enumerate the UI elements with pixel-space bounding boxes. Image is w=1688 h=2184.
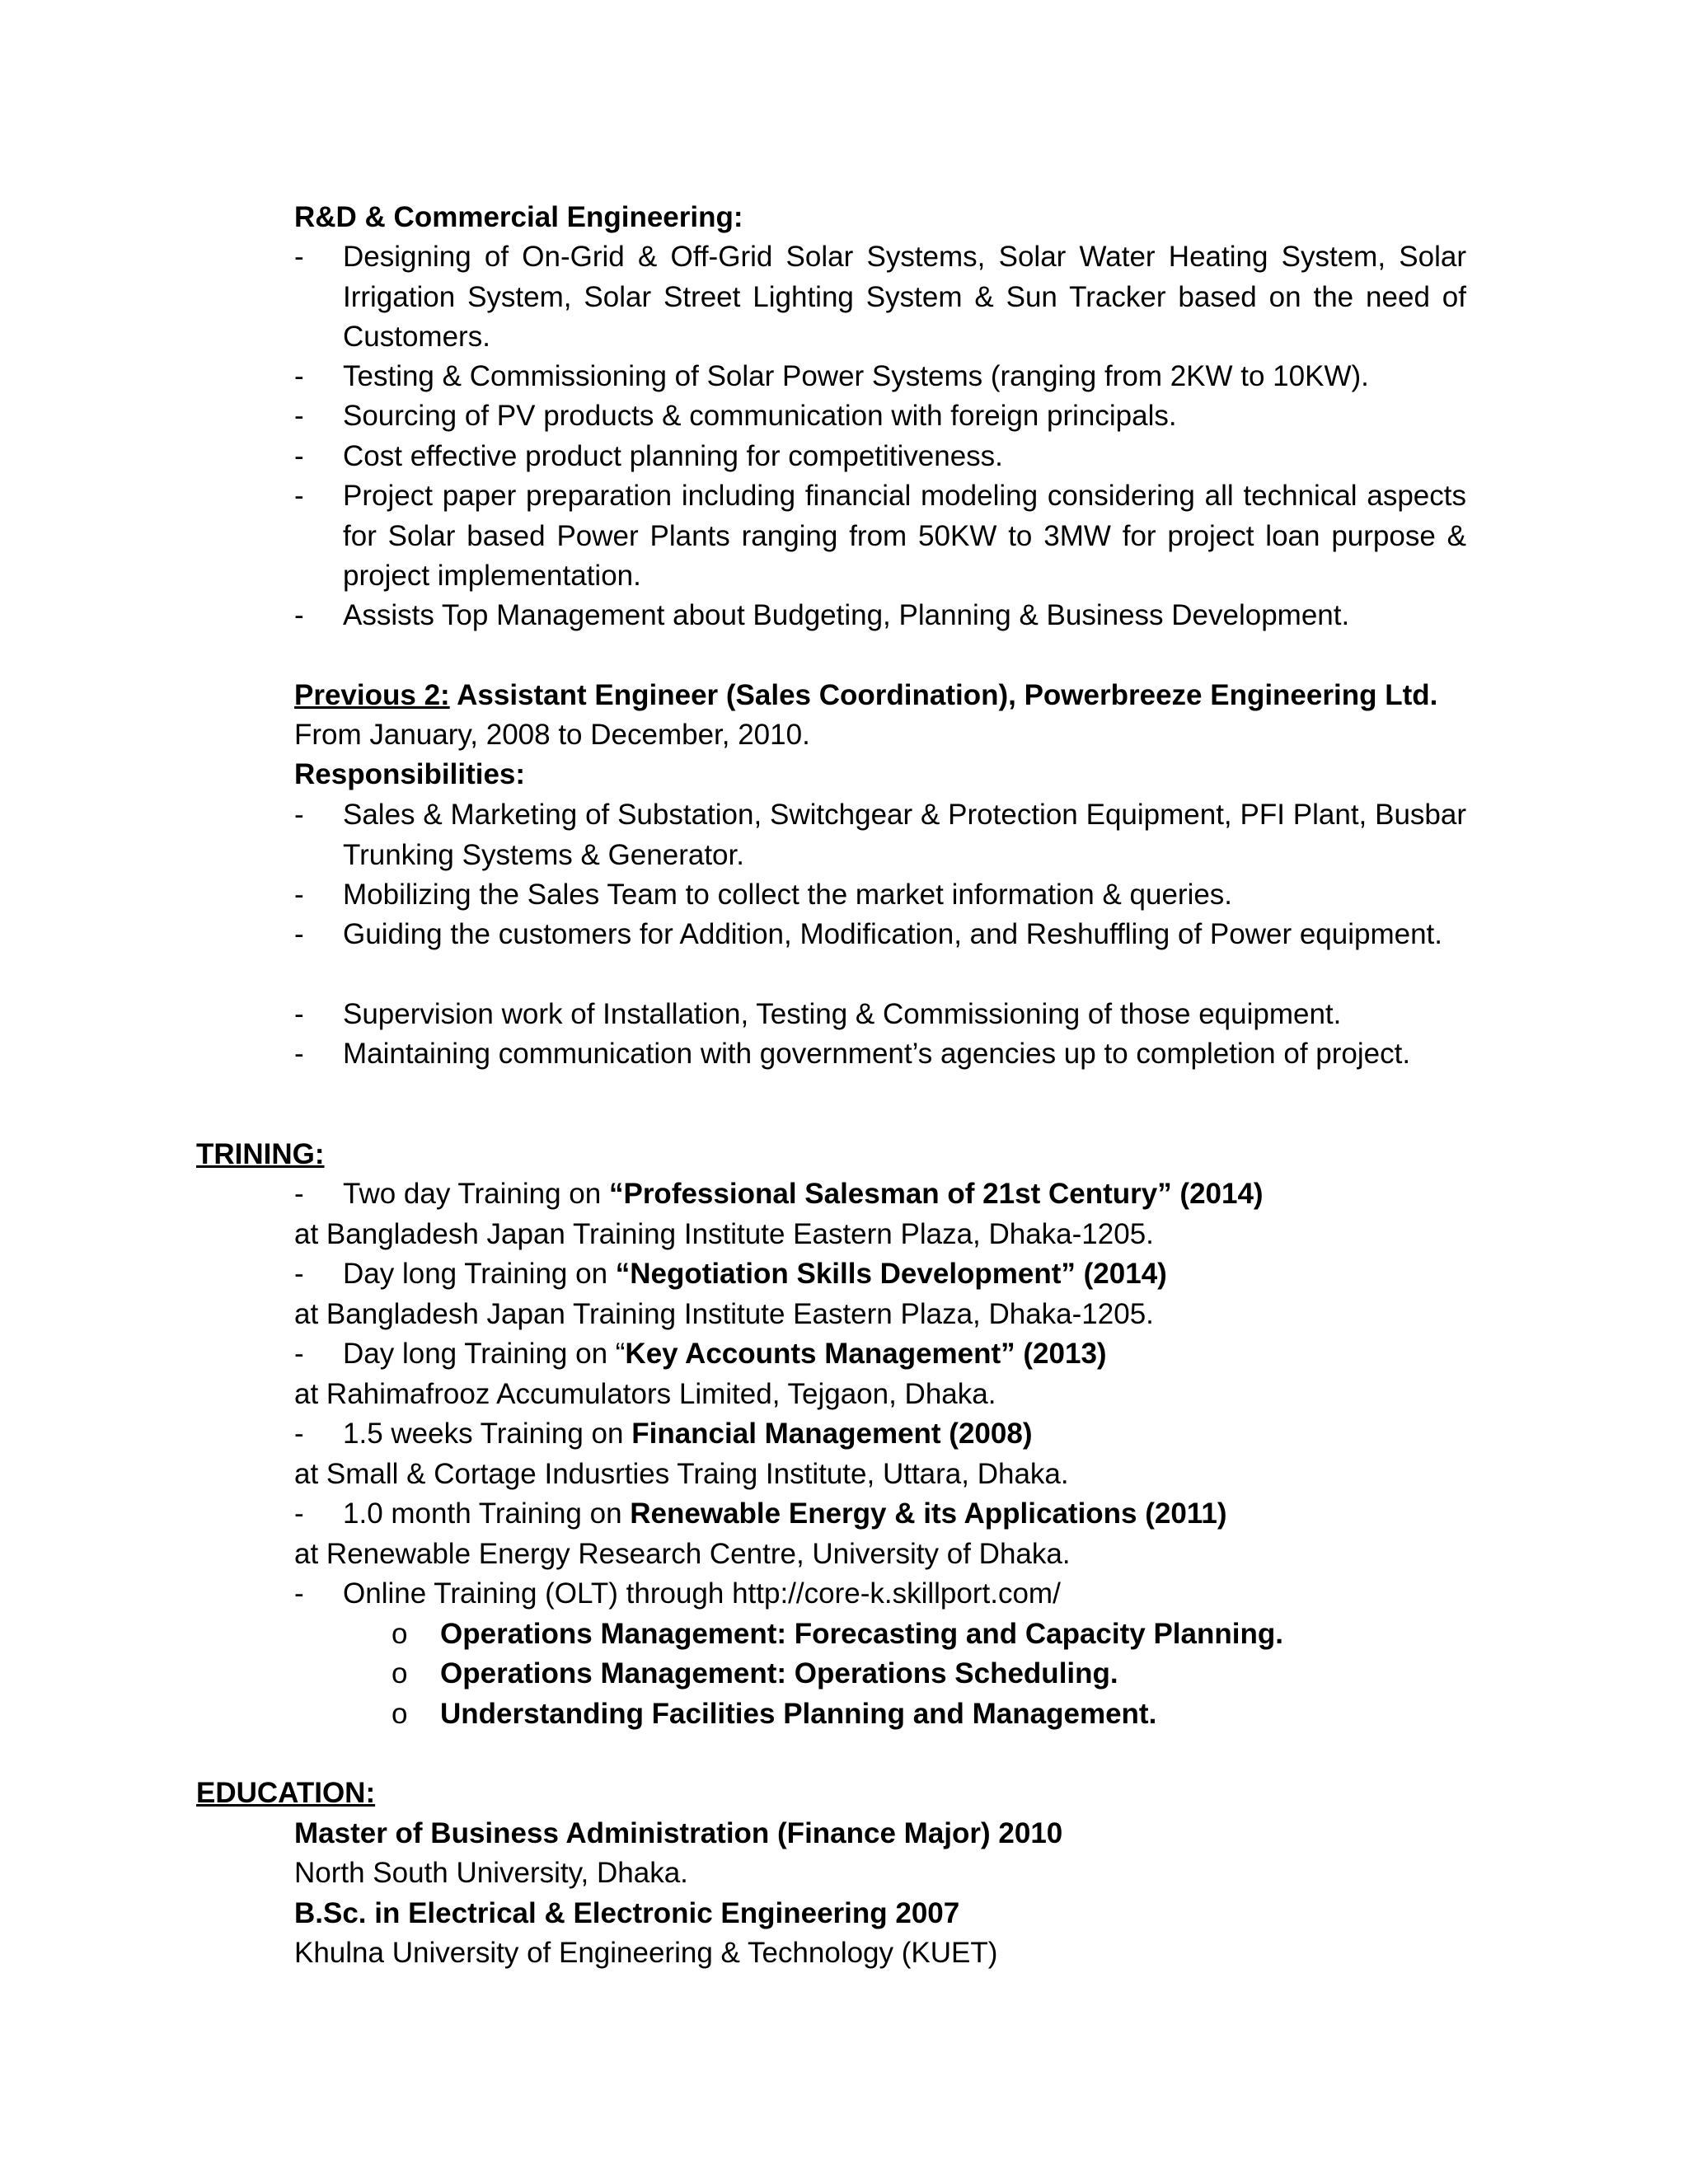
rnd-bullet-4: Cost effective product planning for competitiveness.	[343, 440, 1003, 472]
training-item-title: Renewable Energy & its Applications (2011)	[630, 1497, 1227, 1530]
bullet-dash: -	[294, 599, 304, 631]
bullet-dash: -	[294, 241, 304, 273]
bullet-dash: -	[294, 799, 304, 831]
rnd-heading: R&D & Commercial Engineering:	[294, 201, 743, 233]
rnd-bullet-6: Assists Top Management about Budgeting, Planning & Business Development.	[343, 599, 1350, 631]
training-item-5	[343, 1494, 1226, 1534]
previous-job-title: Assistant Engineer (Sales Coordination), Powerbreeze Engineering Ltd.	[449, 679, 1438, 711]
bullet-dash: -	[294, 1497, 304, 1530]
training-item-place: at Bangladesh Japan Training Institute Eastern Plaza, Dhaka-1205.	[294, 1218, 1154, 1250]
training-item-title: “Negotiation Skills Development” (2014)	[615, 1258, 1167, 1290]
online-course-2: Operations Management: Operations Scheduling.	[440, 1657, 1118, 1690]
previous-job-title-line	[294, 676, 1437, 715]
resp-bullet-3: Guiding the customers for Addition, Modification, and Reshuffling of Power equipment.	[343, 918, 1442, 950]
online-training: Online Training (OLT) through http://core-k.skillport.com/	[343, 1577, 1061, 1610]
training-item-prefix: 1.5 weeks Training on	[343, 1418, 632, 1450]
bullet-dash: -	[294, 1577, 304, 1610]
training-item-3	[343, 1334, 1107, 1374]
degree-1: Master of Business Administration (Finance Major) 2010	[294, 1817, 1063, 1849]
bullet-dash: -	[294, 1338, 304, 1370]
training-item-prefix: Day long Training on	[343, 1258, 616, 1290]
responsibilities-heading: Responsibilities:	[294, 758, 526, 790]
circle-bullet-icon: o	[392, 1657, 408, 1690]
bullet-dash: -	[294, 360, 304, 392]
bullet-dash: -	[294, 1418, 304, 1450]
school-1: North South University, Dhaka.	[294, 1857, 688, 1889]
online-course-3: Understanding Facilities Planning and Management.	[440, 1698, 1157, 1730]
training-item-place: at Small & Cortage Indusrties Traing Institute, Uttara, Dhaka.	[294, 1458, 1069, 1490]
training-item-title: “Professional Salesman of 21st Century” (2014)	[608, 1178, 1264, 1210]
rnd-bullet-3: Sourcing of PV products & communication with foreign principals.	[343, 400, 1177, 432]
training-heading: TRINING:	[196, 1138, 325, 1170]
degree-2: B.Sc. in Electrical & Electronic Engineering 2007	[294, 1897, 960, 1929]
previous-period: From January, 2008 to December, 2010.	[294, 719, 810, 751]
education-heading: EDUCATION:	[196, 1777, 376, 1809]
rnd-bullet-2: Testing & Commissioning of Solar Power Systems (ranging from 2KW to 10KW).	[343, 360, 1369, 392]
bullet-dash: -	[294, 1258, 304, 1290]
bullet-dash: -	[294, 879, 304, 911]
bullet-dash: -	[294, 480, 304, 512]
resp-bullet-4: Supervision work of Installation, Testing & Commissioning of those equipment.	[343, 998, 1342, 1030]
resp-bullet-5: Maintaining communication with government’s agencies up to completion of project.	[343, 1038, 1411, 1070]
online-course-1: Operations Management: Forecasting and Capacity Planning.	[440, 1618, 1283, 1650]
resp-bullet-1: Sales & Marketing of Substation, Switchgear & Protection Equipment, PFI Plant, Busbar Trunking Systems & Generator.	[343, 799, 1466, 871]
bullet-dash: -	[294, 400, 304, 432]
resp-bullet-2: Mobilizing the Sales Team to collect the market information & queries.	[343, 879, 1233, 911]
training-item-title: Financial Management (2008)	[631, 1418, 1033, 1450]
training-item-title: Key Accounts Management” (2013)	[625, 1338, 1107, 1370]
school-2: Khulna University of Engineering & Technology (KUET)	[294, 1937, 998, 1969]
training-item-place: at Rahimafrooz Accumulators Limited, Tejgaon, Dhaka.	[294, 1378, 996, 1410]
training-item-place: at Renewable Energy Research Centre, University of Dhaka.	[294, 1538, 1071, 1570]
rnd-bullet-5: Project paper preparation including financial modeling considering all technical aspects for Solar based Power Plants ranging from 50KW to 3MW for project loan purpose & project implementation.	[343, 480, 1466, 592]
circle-bullet-icon: o	[392, 1698, 408, 1730]
training-item-prefix: Day long Training on “	[343, 1338, 626, 1370]
bullet-dash: -	[294, 440, 304, 472]
previous-label: Previous 2:	[294, 679, 450, 711]
training-item-4	[343, 1414, 1032, 1454]
bullet-dash: -	[294, 918, 304, 950]
training-item-prefix: Two day Training on	[343, 1178, 609, 1210]
training-item-2	[343, 1254, 1167, 1294]
circle-bullet-icon: o	[392, 1618, 408, 1650]
training-item-prefix: 1.0 month Training on	[343, 1497, 631, 1530]
bullet-dash: -	[294, 998, 304, 1030]
training-item-place: at Bangladesh Japan Training Institute Eastern Plaza, Dhaka-1205.	[294, 1298, 1154, 1330]
rnd-bullet-1: Designing of On-Grid & Off-Grid Solar Systems, Solar Water Heating System, Solar Irrigation System, Solar Street Lighting System & Sun Tracker based on the need of Customers.	[343, 241, 1466, 353]
bullet-dash: -	[294, 1178, 304, 1210]
training-item-1	[343, 1174, 1264, 1214]
bullet-dash: -	[294, 1038, 304, 1070]
